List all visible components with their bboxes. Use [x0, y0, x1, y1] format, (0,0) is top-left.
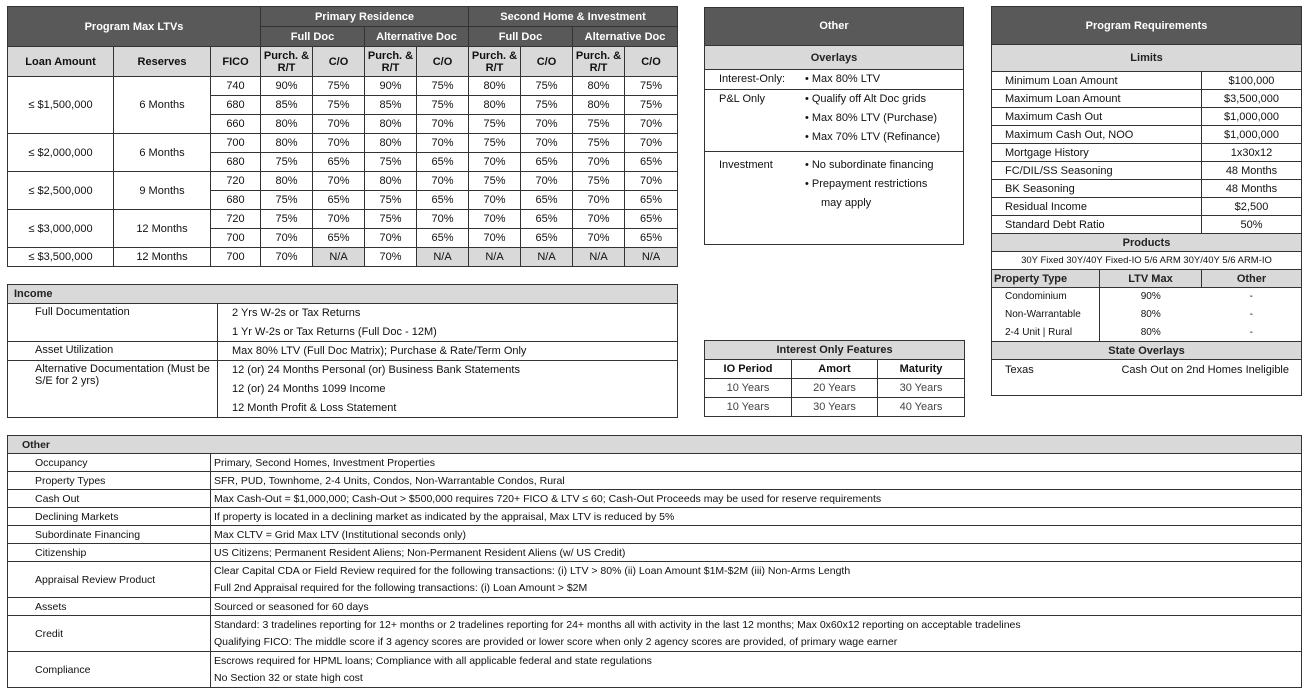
ltv-cell: 70%	[365, 248, 417, 267]
ltv-cell: 75%	[573, 115, 625, 134]
ltv-cell: 75%	[573, 134, 625, 153]
ltv-cell: 65%	[521, 191, 573, 210]
loan-amount-cell: ≤ $3,000,000	[8, 210, 114, 248]
ltv-cell: 70%	[521, 172, 573, 191]
bottom-other-label: Declining Markets	[8, 508, 211, 526]
ltv-cell: 65%	[625, 153, 678, 172]
overlay-item: may apply	[821, 197, 872, 209]
io-cell: 30 Years	[792, 398, 878, 417]
bottom-other-label: Property Types	[8, 472, 211, 490]
property-row	[992, 324, 1302, 342]
limit-label: Standard Debt Ratio	[992, 216, 1202, 234]
col-co: C/O	[625, 47, 678, 77]
io-cell: 10 Years	[705, 379, 792, 398]
property-other-cell: -	[1202, 288, 1302, 306]
income-value: 12 (or) 24 Months Personal (or) Business Bank Statements	[218, 361, 678, 380]
income-row	[8, 361, 678, 380]
ltv-cell: 75%	[469, 134, 521, 153]
ltv-max-header: LTV Max	[1100, 270, 1202, 288]
limit-row	[992, 216, 1302, 234]
fico-cell: 680	[211, 153, 261, 172]
bottom-other-row	[8, 598, 1302, 616]
bottom-other-label: Subordinate Financing	[8, 526, 211, 544]
loan-amount-cell: ≤ $2,000,000	[8, 134, 114, 172]
ltv-cell: 70%	[469, 210, 521, 229]
io-period-header: IO Period	[705, 360, 792, 379]
ltv-cell: 75%	[261, 210, 313, 229]
bottom-other-value: Escrows required for HPML loans; Compliance with all applicable federal and state regulations	[211, 652, 1302, 670]
ltv-cell: 80%	[365, 134, 417, 153]
bottom-other-value: Full 2nd Appraisal required for the following transactions: (i) Loan Amount > $2M	[211, 580, 1302, 598]
bottom-other-row	[8, 490, 1302, 508]
overlay-items	[805, 90, 963, 147]
overlay-label: Interest-Only:	[719, 73, 786, 85]
limit-label: Mortgage History	[992, 144, 1202, 162]
matrix-title: Program Max LTVs	[8, 7, 261, 47]
ltv-cell: 65%	[313, 153, 365, 172]
requirements-title: Program Requirements	[992, 7, 1302, 45]
bottom-other-row	[8, 472, 1302, 490]
overlay-item: • Max 80% LTV	[805, 70, 963, 89]
limit-label: Residual Income	[992, 198, 1202, 216]
requirements-table	[991, 6, 1302, 396]
property-ltv-cell: 80%	[1140, 309, 1161, 320]
state-rule: Cash Out on 2nd Homes Ineligible	[1100, 360, 1302, 396]
ltv-cell: 75%	[521, 77, 573, 96]
ltv-cell: 75%	[261, 191, 313, 210]
bottom-other-row	[8, 454, 1302, 472]
overlay-row	[705, 90, 963, 152]
bottom-other-label: Assets	[8, 598, 211, 616]
ltv-cell: 70%	[573, 191, 625, 210]
bottom-other-row	[8, 544, 1302, 562]
io-row	[705, 398, 965, 417]
bottom-other-value: Max Cash-Out = $1,000,000; Cash-Out > $500,000 requires 720+ FICO & LTV ≤ 60; Cash-Out Proceeds may be used for reserve requirements	[211, 490, 1302, 508]
ltv-cell: 80%	[261, 134, 313, 153]
overlay-rows	[705, 70, 963, 213]
interest-only-panel	[704, 340, 964, 417]
col-co: C/O	[313, 47, 365, 77]
bottom-other-panel	[7, 435, 1301, 688]
ltv-cell: 65%	[313, 191, 365, 210]
ltv-cell: 70%	[625, 134, 678, 153]
income-value: 12 Month Profit & Loss Statement	[218, 399, 678, 418]
ltv-cell: 65%	[625, 191, 678, 210]
income-label: Asset Utilization	[8, 342, 218, 361]
limit-value: $1,000,000	[1202, 108, 1302, 126]
ltv-cell: 75%	[625, 96, 678, 115]
ltv-cell: 75%	[625, 77, 678, 96]
limit-row	[992, 108, 1302, 126]
income-label: Full Documentation	[8, 304, 218, 342]
ltv-matrix-panel	[7, 6, 678, 267]
ltv-cell: 70%	[313, 172, 365, 191]
ltv-cell: 85%	[365, 96, 417, 115]
io-title: Interest Only Features	[705, 341, 965, 360]
state-name: Texas	[992, 360, 1100, 396]
bottom-other-row	[8, 562, 1302, 580]
io-maturity-header: Maturity	[878, 360, 965, 379]
limit-value: 48 Months	[1202, 180, 1302, 198]
overlay-items	[805, 156, 963, 213]
limit-label: Minimum Loan Amount	[992, 72, 1202, 90]
bottom-other-value: Sourced or seasoned for 60 days	[211, 598, 1302, 616]
ltv-cell: 75%	[521, 96, 573, 115]
limit-label: Maximum Loan Amount	[992, 90, 1202, 108]
ltv-cell: 70%	[573, 210, 625, 229]
ltv-cell: 80%	[261, 115, 313, 134]
io-cell: 30 Years	[878, 379, 965, 398]
income-title: Income	[8, 285, 678, 304]
loan-amount-cell: ≤ $2,500,000	[8, 172, 114, 210]
fico-cell: 680	[211, 96, 261, 115]
state-row	[992, 360, 1302, 396]
ltv-cell: 70%	[313, 210, 365, 229]
loan-amount-cell: ≤ $3,500,000	[8, 248, 114, 267]
matrix-row	[8, 210, 678, 229]
ltv-cell: 70%	[417, 172, 469, 191]
overlays-title: Overlays	[705, 45, 963, 70]
property-ltv-cell: 80%	[1140, 326, 1161, 338]
income-row	[8, 304, 678, 323]
ltv-cell: 70%	[417, 134, 469, 153]
ltv-cell: 65%	[521, 229, 573, 248]
ltv-cell: 80%	[573, 77, 625, 96]
limit-value: $2,500	[1202, 198, 1302, 216]
other-overlays-panel	[704, 7, 964, 245]
limit-label: Maximum Cash Out	[992, 108, 1202, 126]
property-row	[992, 288, 1302, 306]
bottom-other-title: Other	[8, 436, 1302, 454]
sh-alt-doc-header: Alternative Doc	[573, 27, 678, 47]
ltv-cell: 80%	[365, 115, 417, 134]
io-table	[704, 340, 965, 417]
property-type-cell: 2-4 Unit | Rural	[992, 324, 1100, 342]
ltv-cell: 65%	[625, 229, 678, 248]
ltv-cell: 90%	[261, 77, 313, 96]
limit-row	[992, 144, 1302, 162]
income-table	[7, 284, 678, 418]
limit-value: 50%	[1202, 216, 1302, 234]
bottom-other-value: Qualifying FICO: The middle score if 3 agency scores are provided or lower score when only 2 agency scores are provided, of primary wage earner	[211, 634, 1302, 652]
overlay-item: • No subordinate financing	[805, 156, 963, 175]
ltv-cell: 75%	[365, 210, 417, 229]
primary-residence-header: Primary Residence	[261, 7, 469, 27]
ltv-cell: 70%	[625, 115, 678, 134]
ltv-cell: 65%	[521, 153, 573, 172]
ltv-cell: 80%	[469, 96, 521, 115]
limit-label: BK Seasoning	[992, 180, 1202, 198]
property-row	[992, 306, 1302, 324]
col-co: C/O	[417, 47, 469, 77]
overlay-row	[705, 70, 963, 90]
pr-alt-doc-header: Alternative Doc	[365, 27, 469, 47]
program-requirements-panel	[991, 6, 1302, 396]
ltv-cell: 90%	[365, 77, 417, 96]
ltv-cell: N/A	[469, 248, 521, 267]
bottom-other-value: No Section 32 or state high cost	[211, 670, 1302, 688]
ltv-cell: 70%	[625, 172, 678, 191]
bottom-other-row	[8, 652, 1302, 670]
ltv-cell: 65%	[417, 229, 469, 248]
loan-amount-cell: ≤ $1,500,000	[8, 77, 114, 134]
reserves-cell: 12 Months	[114, 248, 211, 267]
matrix-row	[8, 248, 678, 267]
ltv-cell: 75%	[365, 191, 417, 210]
limit-row	[992, 90, 1302, 108]
reserves-cell: 9 Months	[114, 172, 211, 210]
ltv-cell: N/A	[313, 248, 365, 267]
bottom-other-value: Standard: 3 tradelines reporting for 12+ months or 2 tradelines reporting for 24+ months all with activity in the last 12 months; Max 0x60x12 reporting on acceptable tradelines	[211, 616, 1302, 634]
ltv-cell: 75%	[313, 77, 365, 96]
overlay-item: • Qualify off Alt Doc grids	[805, 90, 963, 109]
bottom-other-value: Primary, Second Homes, Investment Properties	[211, 454, 1302, 472]
bottom-other-label: Citizenship	[8, 544, 211, 562]
ltv-cell: 70%	[261, 248, 313, 267]
overlay-item: • Max 80% LTV (Purchase)	[805, 109, 963, 128]
limit-row	[992, 72, 1302, 90]
limit-value: $100,000	[1202, 72, 1302, 90]
overlay-row	[705, 152, 963, 213]
fico-cell: 720	[211, 172, 261, 191]
ltv-cell: 70%	[417, 115, 469, 134]
reserves-cell: 6 Months	[114, 77, 211, 134]
limit-label: FC/DIL/SS Seasoning	[992, 162, 1202, 180]
products-list: 30Y Fixed 30Y/40Y Fixed-IO 5/6 ARM 30Y/40Y 5/6 ARM-IO	[992, 252, 1302, 270]
state-overlays-title: State Overlays	[992, 342, 1302, 360]
matrix-row	[8, 77, 678, 96]
ltv-cell: 70%	[469, 229, 521, 248]
col-fico: FICO	[211, 47, 261, 77]
ltv-cell: 70%	[469, 191, 521, 210]
income-value: Max 80% LTV (Full Doc Matrix); Purchase & Rate/Term Only	[218, 342, 678, 361]
overlay-label: P&L Only	[719, 93, 766, 105]
col-purch: Purch. & R/T	[365, 47, 417, 77]
limit-label: Maximum Cash Out, NOO	[992, 126, 1202, 144]
ltv-cell: 70%	[417, 210, 469, 229]
ltv-cell: 65%	[313, 229, 365, 248]
overlay-item: • Prepayment restrictions	[805, 175, 963, 194]
fico-cell: 680	[211, 191, 261, 210]
bottom-other-label: Cash Out	[8, 490, 211, 508]
ltv-cell: 65%	[417, 153, 469, 172]
fico-cell: 700	[211, 248, 261, 267]
bottom-other-value: US Citizens; Permanent Resident Aliens; Non-Permanent Resident Aliens (w/ US Credit)	[211, 544, 1302, 562]
col-loan-amount: Loan Amount	[8, 47, 114, 77]
limit-row	[992, 198, 1302, 216]
ltv-cell: 70%	[521, 115, 573, 134]
property-ltv-cell: 90%	[1140, 291, 1161, 303]
col-co: C/O	[521, 47, 573, 77]
ltv-cell: 80%	[365, 172, 417, 191]
ltv-cell: 75%	[469, 172, 521, 191]
io-cell: 10 Years	[705, 398, 792, 417]
io-row	[705, 379, 965, 398]
bottom-other-value: If property is located in a declining market as indicated by the appraisal, Max LTV is reduced by 5%	[211, 508, 1302, 526]
ltv-cell: 70%	[261, 229, 313, 248]
ltv-cell: 65%	[417, 191, 469, 210]
bottom-other-label: Compliance	[8, 652, 211, 688]
matrix-row	[8, 172, 678, 191]
bottom-other-row	[8, 508, 1302, 526]
ltv-cell: 75%	[261, 153, 313, 172]
property-type-cell: Non-Warrantable	[992, 306, 1100, 324]
bottom-other-value: Clear Capital CDA or Field Review required for the following transactions: (i) LTV > 80% (ii) Loan Amount $1M-$2M (iii) Non-Arms Length	[211, 562, 1302, 580]
income-label: Alternative Documentation (Must be S/E for 2 yrs)	[8, 361, 218, 418]
bottom-other-row	[8, 526, 1302, 544]
fico-cell: 720	[211, 210, 261, 229]
second-home-header: Second Home & Investment	[469, 7, 678, 27]
limit-row	[992, 126, 1302, 144]
limit-value: 48 Months	[1202, 162, 1302, 180]
ltv-cell: 75%	[365, 153, 417, 172]
ltv-cell: 70%	[365, 229, 417, 248]
col-reserves: Reserves	[114, 47, 211, 77]
ltv-cell: 65%	[625, 210, 678, 229]
ltv-cell: 70%	[573, 229, 625, 248]
property-type-cell: Condominium	[992, 288, 1100, 306]
ltv-cell: 75%	[417, 96, 469, 115]
bottom-other-value: SFR, PUD, Townhome, 2-4 Units, Condos, Non-Warrantable Condos, Rural	[211, 472, 1302, 490]
ltv-cell: N/A	[625, 248, 678, 267]
income-value: 12 (or) 24 Months 1099 Income	[218, 380, 678, 399]
ltv-cell: 65%	[521, 210, 573, 229]
income-value: 1 Yr W-2s or Tax Returns (Full Doc - 12M)	[218, 323, 678, 342]
property-other-cell: -	[1202, 306, 1302, 324]
pr-full-doc-header: Full Doc	[261, 27, 365, 47]
bottom-other-label: Credit	[8, 616, 211, 652]
limit-value: $1,000,000	[1202, 126, 1302, 144]
fico-cell: 660	[211, 115, 261, 134]
col-purch: Purch. & R/T	[469, 47, 521, 77]
ltv-cell: 85%	[261, 96, 313, 115]
bottom-other-label: Occupancy	[8, 454, 211, 472]
ltv-cell: 75%	[417, 77, 469, 96]
ltv-cell: 80%	[261, 172, 313, 191]
property-type-header: Property Type	[992, 270, 1100, 288]
ltv-cell: N/A	[417, 248, 469, 267]
ltv-cell: 80%	[573, 96, 625, 115]
reserves-cell: 6 Months	[114, 134, 211, 172]
other-title: Other	[705, 8, 963, 45]
limit-value: $3,500,000	[1202, 90, 1302, 108]
ltv-cell: 75%	[573, 172, 625, 191]
income-panel	[7, 284, 677, 418]
ltv-cell: 70%	[573, 153, 625, 172]
income-row	[8, 342, 678, 361]
ltv-cell: N/A	[573, 248, 625, 267]
bottom-other-row	[8, 616, 1302, 634]
io-cell: 40 Years	[878, 398, 965, 417]
overlay-label: Investment	[719, 159, 773, 171]
ltv-cell: 75%	[469, 115, 521, 134]
col-purch: Purch. & R/T	[573, 47, 625, 77]
limit-row	[992, 162, 1302, 180]
ltv-cell: 70%	[469, 153, 521, 172]
sh-full-doc-header: Full Doc	[469, 27, 573, 47]
fico-cell: 740	[211, 77, 261, 96]
fico-cell: 700	[211, 229, 261, 248]
bottom-other-label: Appraisal Review Product	[8, 562, 211, 598]
limit-row	[992, 180, 1302, 198]
ltv-cell: 75%	[313, 96, 365, 115]
bottom-other-table	[7, 435, 1302, 688]
other-header: Other	[1202, 270, 1302, 288]
io-amort-header: Amort	[792, 360, 878, 379]
ltv-cell: 80%	[469, 77, 521, 96]
products-title: Products	[992, 234, 1302, 252]
io-cell: 20 Years	[792, 379, 878, 398]
col-purch: Purch. & R/T	[261, 47, 313, 77]
reserves-cell: 12 Months	[114, 210, 211, 248]
bottom-other-value: Max CLTV = Grid Max LTV (Institutional seconds only)	[211, 526, 1302, 544]
ltv-cell: N/A	[521, 248, 573, 267]
ltv-cell: 70%	[313, 115, 365, 134]
ltv-matrix-table	[7, 6, 678, 267]
limits-title: Limits	[992, 45, 1302, 72]
ltv-cell: 70%	[313, 134, 365, 153]
fico-cell: 700	[211, 134, 261, 153]
property-other-cell: -	[1202, 324, 1302, 342]
income-value: 2 Yrs W-2s or Tax Returns	[218, 304, 678, 323]
matrix-row	[8, 134, 678, 153]
limit-value: 1x30x12	[1202, 144, 1302, 162]
ltv-cell: 70%	[521, 134, 573, 153]
overlay-items	[805, 70, 963, 89]
overlay-item: • Max 70% LTV (Refinance)	[805, 128, 963, 147]
